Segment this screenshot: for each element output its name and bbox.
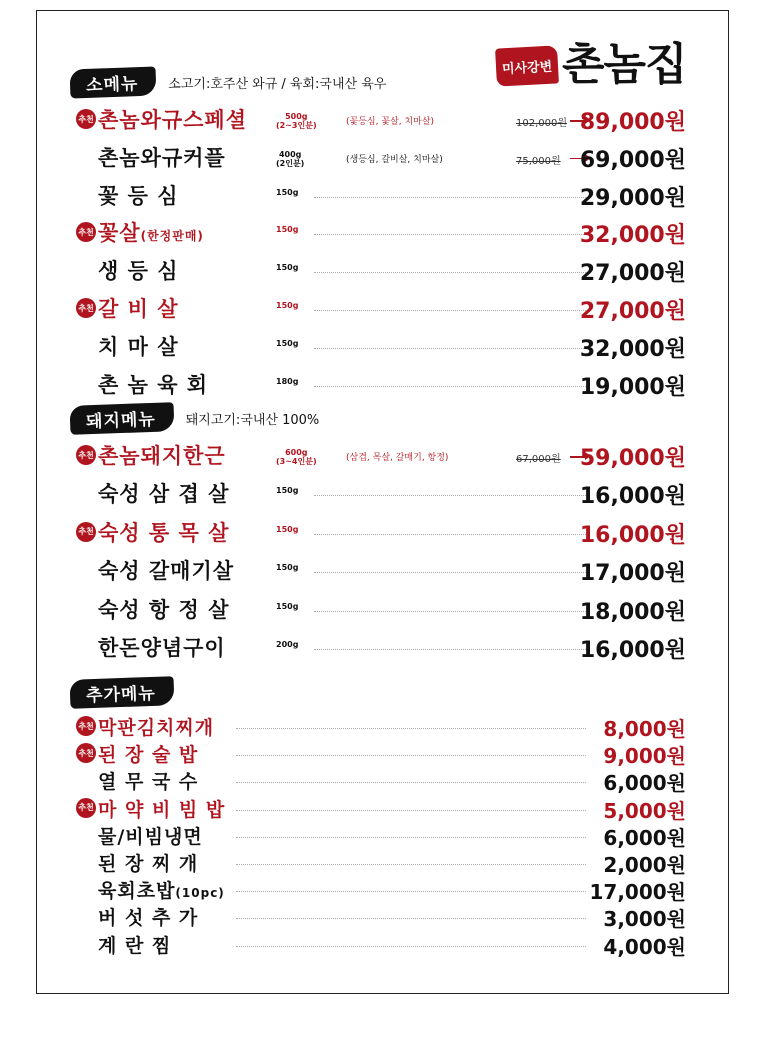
item-name-text: 생 등 심 (98, 259, 179, 284)
menu-item (76, 631, 686, 665)
item-price: 59,000원 (579, 446, 686, 471)
leader-dots (314, 611, 586, 612)
leader-dots (314, 495, 586, 496)
item-price: 32,000원 (579, 336, 686, 362)
item-price: 29,000원 (579, 185, 686, 211)
item-name (98, 180, 178, 210)
menu-item (76, 368, 686, 402)
leader-dots (314, 197, 586, 198)
item-name-text: 버 섯 추 가 (98, 907, 199, 930)
item-weight-amount: 600g (285, 448, 308, 457)
item-price: 6,000원 (603, 825, 686, 850)
item-name (98, 795, 225, 822)
item-price: 3,000원 (603, 907, 686, 932)
item-weight (276, 225, 298, 234)
item-price: 2,000원 (603, 853, 686, 877)
recommended-badge: 추천 (76, 109, 96, 129)
item-price: 27,000원 (579, 261, 686, 287)
recommended-badge: 추천 (76, 716, 96, 736)
item-name-text: 촌놈돼지한근 (98, 444, 226, 468)
item-cuts: (삼겹, 목살, 갈매기, 항정) (346, 453, 449, 463)
original-price: 75,000원 (516, 155, 561, 167)
item-weight (276, 188, 298, 197)
original-price: 67,000원 (516, 454, 561, 465)
item-name (98, 849, 198, 876)
item-weight (276, 640, 298, 649)
item-price: 16,000원 (579, 522, 686, 548)
item-weight (276, 263, 298, 272)
leader-dots (236, 728, 586, 729)
item-cuts: (꽃등심, 꽃살, 치마살) (346, 117, 435, 127)
leader-dots (236, 837, 586, 838)
item-name-text: 숙성 삼 겹 살 (98, 482, 230, 507)
item-name (98, 555, 234, 585)
menu-item (76, 141, 686, 175)
item-weight-amount: 500g (285, 112, 308, 121)
recommended-badge: 추천 (76, 522, 96, 542)
leader-dots (236, 782, 586, 783)
menu-item (76, 103, 686, 137)
menu-item (76, 931, 686, 957)
menu-item (76, 767, 686, 796)
item-name (98, 217, 204, 247)
leader-dots (314, 572, 586, 573)
item-name-text: 육회초밥 (98, 880, 176, 903)
section-title: 소메뉴 (70, 66, 157, 98)
item-name (98, 713, 214, 740)
item-price: 32,000원 (579, 223, 686, 249)
item-price: 17,000원 (589, 880, 686, 905)
leader-dots (314, 310, 586, 311)
item-name (98, 331, 178, 361)
menu-item (76, 330, 686, 364)
item-weight-amount: 150g (276, 263, 299, 273)
brand-stamp: 미사강변 (495, 45, 559, 86)
menu-item (76, 477, 686, 511)
item-name-text: 막판김치찌개 (98, 717, 215, 739)
recommended-badge: 추천 (76, 743, 96, 763)
section-header (70, 678, 174, 706)
item-weight (276, 525, 298, 534)
recommended-badge: 추천 (76, 222, 96, 242)
item-price: 17,000원 (579, 561, 686, 587)
leader-dots (236, 918, 586, 919)
section-header (70, 404, 319, 432)
item-name (98, 876, 225, 903)
menu-item (76, 292, 686, 326)
leader-dots (314, 272, 586, 273)
item-name-text: 계 란 찜 (98, 934, 172, 957)
section-header (70, 68, 386, 96)
item-weight (276, 563, 298, 572)
item-name-text: 물/비빔냉면 (98, 825, 203, 848)
menu-item (76, 822, 686, 848)
item-name-text: 된 장 술 밥 (98, 744, 199, 767)
item-name-text: 된 장 찌 개 (98, 853, 199, 875)
leader-dots (314, 534, 586, 535)
item-name-text: 촌놈와규스페셜 (98, 108, 248, 132)
recommended-badge: 추천 (76, 298, 96, 318)
item-name-text: 촌놈와규커플 (98, 145, 226, 170)
item-weight-amount: 200g (276, 640, 299, 649)
item-cuts: (생등심, 갈비살, 치마살) (346, 154, 443, 165)
item-name (98, 903, 198, 930)
brand-logo: 촌놈집 (562, 39, 687, 90)
item-name-text: 갈 비 살 (98, 297, 179, 321)
item-weight (276, 602, 298, 611)
menu-item (76, 179, 686, 213)
leader-dots (236, 810, 586, 811)
item-price: 16,000원 (579, 638, 686, 663)
item-weight-amount: 150g (276, 338, 299, 348)
item-name-sub: (10pc) (175, 886, 225, 901)
section-origin-note: 소고기:호주산 와규 / 육회:국내산 육우 (168, 76, 387, 92)
recommended-badge: 추천 (76, 798, 96, 818)
item-name-text: 마 약 비 빔 밥 (98, 798, 226, 821)
item-name (98, 104, 247, 134)
menu-item (76, 516, 686, 550)
item-name-sub: (한정판매) (140, 229, 204, 244)
item-name (98, 293, 178, 323)
item-weight-amount: 150g (276, 524, 299, 534)
menu-item (76, 713, 686, 739)
item-weight (276, 486, 298, 495)
item-weight (276, 301, 298, 310)
leader-dots (314, 348, 586, 349)
item-name-text: 꽃 등 심 (98, 183, 179, 208)
menu-item (76, 254, 686, 288)
section-origin-note: 돼지고기:국내산 100% (185, 412, 320, 428)
leader-dots (314, 234, 586, 235)
item-weight-amount: 150g (276, 486, 299, 496)
item-price: 69,000원 (579, 147, 686, 173)
original-price: 102,000원 (516, 118, 568, 129)
item-price: 27,000원 (579, 299, 686, 324)
item-weight (276, 448, 317, 466)
item-name (98, 440, 226, 470)
menu-item (76, 849, 686, 875)
item-weight-amount: 400g (278, 149, 302, 159)
item-price: 8,000원 (603, 717, 686, 741)
item-name (98, 822, 203, 849)
section-title: 돼지메뉴 (70, 402, 175, 435)
item-name-text: 촌 놈 육 회 (98, 372, 209, 397)
item-price: 89,000원 (579, 110, 686, 135)
item-price: 5,000원 (603, 798, 686, 823)
section-title: 추가메뉴 (70, 676, 175, 709)
leader-dots (314, 386, 586, 387)
menu-item (76, 216, 686, 250)
item-serving-size: (2~3인분) (276, 121, 317, 130)
item-serving-size: (2인분) (276, 158, 305, 168)
item-name (98, 740, 198, 767)
item-weight (276, 112, 317, 130)
item-name-text: 열 무 국 수 (98, 771, 199, 794)
menu-item (76, 593, 686, 627)
item-price: 6,000원 (603, 771, 686, 796)
item-weight-amount: 150g (276, 225, 299, 235)
item-price: 18,000원 (579, 599, 686, 625)
item-name-text: 숙성 항 정 살 (98, 597, 230, 622)
item-name (98, 767, 198, 794)
menu-item (76, 740, 686, 769)
leader-dots (236, 864, 586, 865)
item-price: 19,000원 (579, 374, 686, 400)
leader-dots (236, 755, 586, 756)
item-price: 4,000원 (603, 934, 686, 959)
item-weight-amount: 150g (276, 601, 299, 611)
menu-item (76, 795, 686, 821)
item-name-text: 숙성 갈매기살 (98, 559, 235, 584)
item-name (98, 142, 226, 172)
item-weight (276, 150, 304, 168)
item-name (98, 478, 229, 508)
leader-dots (314, 649, 586, 650)
recommended-badge: 추천 (76, 445, 96, 465)
item-name (98, 931, 171, 958)
item-weight (276, 377, 298, 386)
item-weight-amount: 150g (276, 187, 299, 197)
item-weight-amount: 150g (276, 563, 299, 573)
item-weight-amount: 180g (276, 376, 299, 386)
item-name (98, 369, 208, 399)
menu-item (76, 876, 686, 905)
item-weight (276, 339, 298, 348)
item-name-text: 꽃살 (98, 221, 141, 246)
item-name (98, 632, 226, 662)
item-name (98, 255, 178, 285)
item-serving-size: (3~4인분) (276, 457, 317, 466)
item-name (98, 517, 229, 547)
menu-item (76, 439, 686, 473)
leader-dots (236, 946, 586, 947)
item-name-text: 치 마 살 (98, 334, 179, 359)
menu-item (76, 903, 686, 932)
item-name-text: 한돈양념구이 (98, 636, 226, 660)
item-price: 9,000원 (603, 744, 686, 769)
item-price: 16,000원 (579, 484, 686, 510)
item-weight-amount: 150g (276, 301, 299, 310)
item-name-text: 숙성 통 목 살 (98, 520, 230, 545)
leader-dots (236, 891, 586, 892)
menu-item (76, 554, 686, 588)
item-name (98, 594, 229, 624)
